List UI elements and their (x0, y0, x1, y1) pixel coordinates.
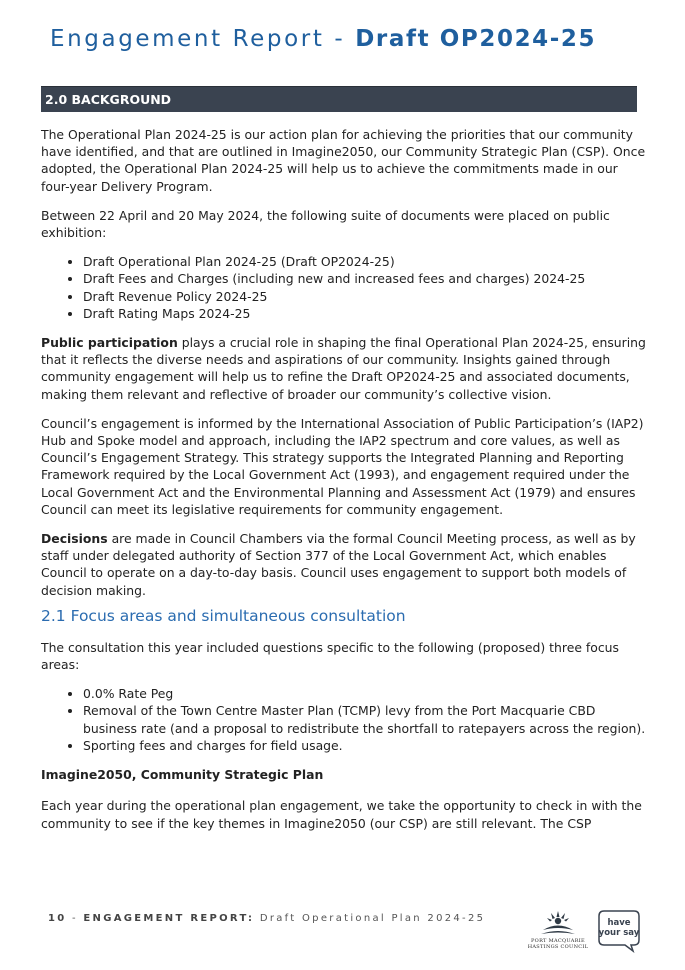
documents-list (41, 253, 647, 322)
paragraph-exhibition: Between 22 April and 20 May 2024, the following suite of documents were placed on public exhibition: (41, 207, 610, 241)
paragraph-participation (41, 334, 647, 403)
paragraph-intro: The Operational Plan 2024-25 is our action plan for achieving the priorities that our community have identified, and that are outlined in Imagine2050, our Community Strategic Plan (CSP). Once adopted, the Operational Plan 2024-25 will help us to achieve the commitments made in our four-year Delivery Program. (41, 127, 646, 194)
focus-areas-list (41, 685, 647, 754)
paragraph-focus-intro: The consultation this year included questions specific to the following (proposed) three focus areas: (41, 639, 619, 673)
paragraph-decisions (41, 530, 647, 599)
list-item: • Draft Revenue Policy 2024-25 (83, 288, 647, 305)
list-item: • 0.0% Rate Peg (83, 685, 647, 702)
list-item: • Removal of the Town Centre Master Plan (TCMP) levy from the Port Macquarie CBD business rate (and a proposal to redistribute the shortfall to ratepayers across the region). (83, 702, 647, 736)
document-body (41, 126, 647, 844)
footer-label: ENGAGEMENT REPORT: (83, 913, 255, 924)
decisions-text: are made in Council Chambers via the formal Council Meeting process, as well as by staff under delegated authority of Section 377 of the Local Government Act, which enables Council to operate on a day-to-day basis. Council uses engagement to support both models of decision making. (41, 531, 636, 598)
badge-line-1: have (607, 918, 631, 928)
list-item: • Draft Operational Plan 2024-25 (Draft OP2024-25) (83, 253, 647, 270)
section-heading: 2.0 BACKGROUND (45, 92, 172, 107)
title-bold: Draft OP2024-25 (355, 26, 597, 52)
badge-line-2: your say (598, 928, 640, 938)
title-prefix: Engagement Report - (50, 26, 346, 52)
subsection-heading: 2.1 Focus areas and simultaneous consultation (41, 606, 406, 625)
page-title (50, 26, 670, 52)
council-logo-icon (523, 908, 593, 938)
participation-text: plays a crucial role in shaping the final Operational Plan 2024-25, ensuring that it reflects the diverse needs and aspirations of our community. Insights gained through community engagement will help us to refine the Draft OP2024-25 and associated documents, making them relevant and reflective of broader our community’s collective vision. (41, 335, 646, 402)
participation-bold: Public participation (41, 335, 178, 351)
badge-text (597, 918, 641, 938)
paragraph-engagement: Council’s engagement is informed by the International Association of Public Participation’s (IAP2) Hub and Spoke model and approach, including the IAP2 spectrum and core values, as well as Council’s Engagement Strategy. This strategy supports the Integrated Planning and Reporting Framework required by the Local Government Act (1993), and engagement required under the Local Government Act and the Environmental Planning and Assessment Act (1979) and ensures Council can meet its legislative requirements for community engagement. (41, 415, 644, 517)
section-heading-bar (41, 86, 637, 112)
list-item: • Draft Rating Maps 2024-25 (83, 305, 647, 322)
council-logo-text (523, 938, 593, 950)
paragraph-csp: Each year during the operational plan engagement, we take the opportunity to check in with the community to see if the key themes in Imagine2050 (our CSP) are still relevant. The CSP (41, 798, 642, 831)
logo-line-2: HASTINGS COUNCIL (527, 944, 589, 950)
page-number: 10 (48, 913, 67, 924)
decisions-bold: Decisions (41, 531, 108, 547)
footer-separator: - (66, 913, 84, 924)
list-item: • Draft Fees and Charges (including new and increased fees and charges) 2024-25 (83, 270, 647, 287)
page-footer (48, 913, 485, 924)
csp-subheading: Imagine2050, Community Strategic Plan (41, 767, 324, 783)
logo-line-1: PORT MACQUARIE (531, 938, 585, 944)
have-your-say-badge (597, 909, 641, 953)
council-logo (523, 908, 593, 958)
footer-subtitle: Draft Operational Plan 2024-25 (254, 913, 486, 924)
list-item: • Sporting fees and charges for field usage. (83, 737, 647, 754)
